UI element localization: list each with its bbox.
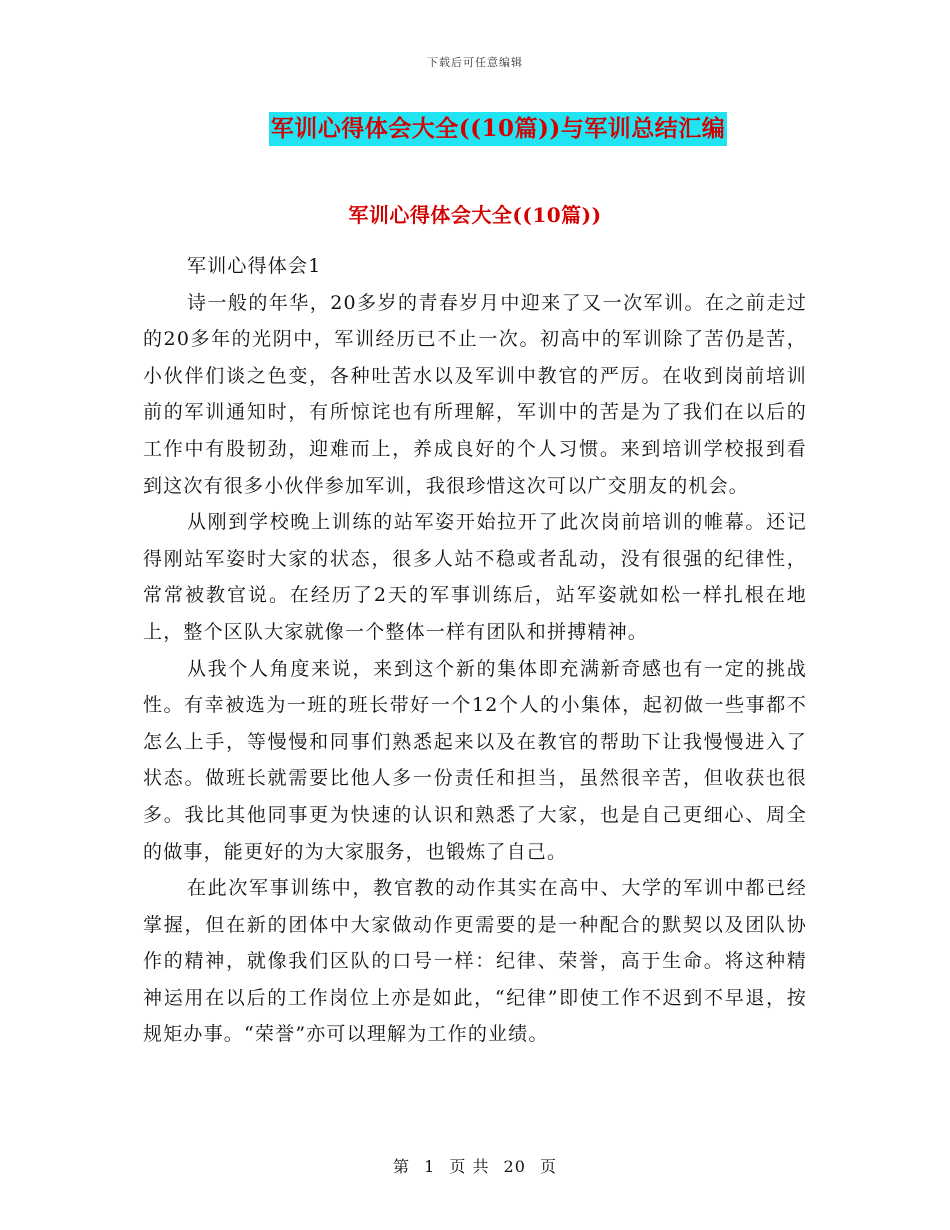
paragraph-1: 诗一般的年华，20多岁的青春岁月中迎来了又一次军训。在之前走过的20多年的光阴中，军训经历已不止一次。初高中的军训除了苦仍是苦，小伙伴们谈之色变，各种吐苦水以及军训中教官的严厉。在收到岗前培训前的军训通知时，有所惊诧也有所理解，军训中的苦是为了我们在以后的工作中有股韧劲，迎难而上，养成良好的个人习惯。来到培训学校报到看到这次有很多小伙伴参加军训，我很珍惜这次可以广交朋友的机会。 bbox=[143, 291, 807, 497]
footer-total-pages: 20 bbox=[503, 1157, 526, 1176]
paragraph-2: 从刚到学校晚上训练的站军姿开始拉开了此次岗前培训的帷幕。还记得刚站军姿时大家的状态，很多人站不稳或者乱动，没有很强的纪律性，常常被教官说。在经历了2天的军事训练后，站军姿就如松一样扎根在地上，整个区队大家就像一个整体一样有团队和拼搏精神。 bbox=[143, 511, 807, 643]
main-title-container bbox=[0, 112, 950, 146]
paragraph-4: 在此次军事训练中，教官教的动作其实在高中、大学的军训中都已经掌握，但在新的团体中大家做动作更需要的是一种配合的默契以及团队协作的精神，就像我们区队的口号一样：纪律、荣誉，高于生命。将这种精神运用在以后的工作岗位上亦是如此，“纪律”即使工作不迟到不早退，按规矩办事。“荣誉”亦可以理解为工作的业绩。 bbox=[143, 877, 807, 1046]
footer-prefix: 第 bbox=[392, 1157, 410, 1176]
sub-title: 军训心得体会大全((10篇)) bbox=[348, 203, 602, 227]
document-body bbox=[143, 248, 807, 1053]
page-footer bbox=[0, 1154, 950, 1177]
paragraph-3: 从我个人角度来说，来到这个新的集体即充满新奇感也有一定的挑战性。有幸被选为一班的班长带好一个12个人的小集体，起初做一些事都不怎么上手，等慢慢和同事们熟悉起来以及在教官的帮助下让我慢慢进入了状态。做班长就需要比他人多一份责任和担当，虽然很辛苦，但收获也很多。我比其他同事更为快速的认识和熟悉了大家，也是自己更细心、周全的做事，能更好的为大家服务，也锻炼了自己。 bbox=[143, 657, 807, 863]
footer-page-number: 1 bbox=[424, 1157, 436, 1176]
footer-middle: 页 共 bbox=[449, 1157, 490, 1176]
main-title: 军训心得体会大全((10篇))与军训总结汇编 bbox=[269, 112, 728, 146]
footer-suffix: 页 bbox=[540, 1157, 558, 1176]
page-header-note: 下载后可任意编辑 bbox=[427, 56, 523, 69]
section-label: 军训心得体会1 bbox=[187, 255, 322, 277]
